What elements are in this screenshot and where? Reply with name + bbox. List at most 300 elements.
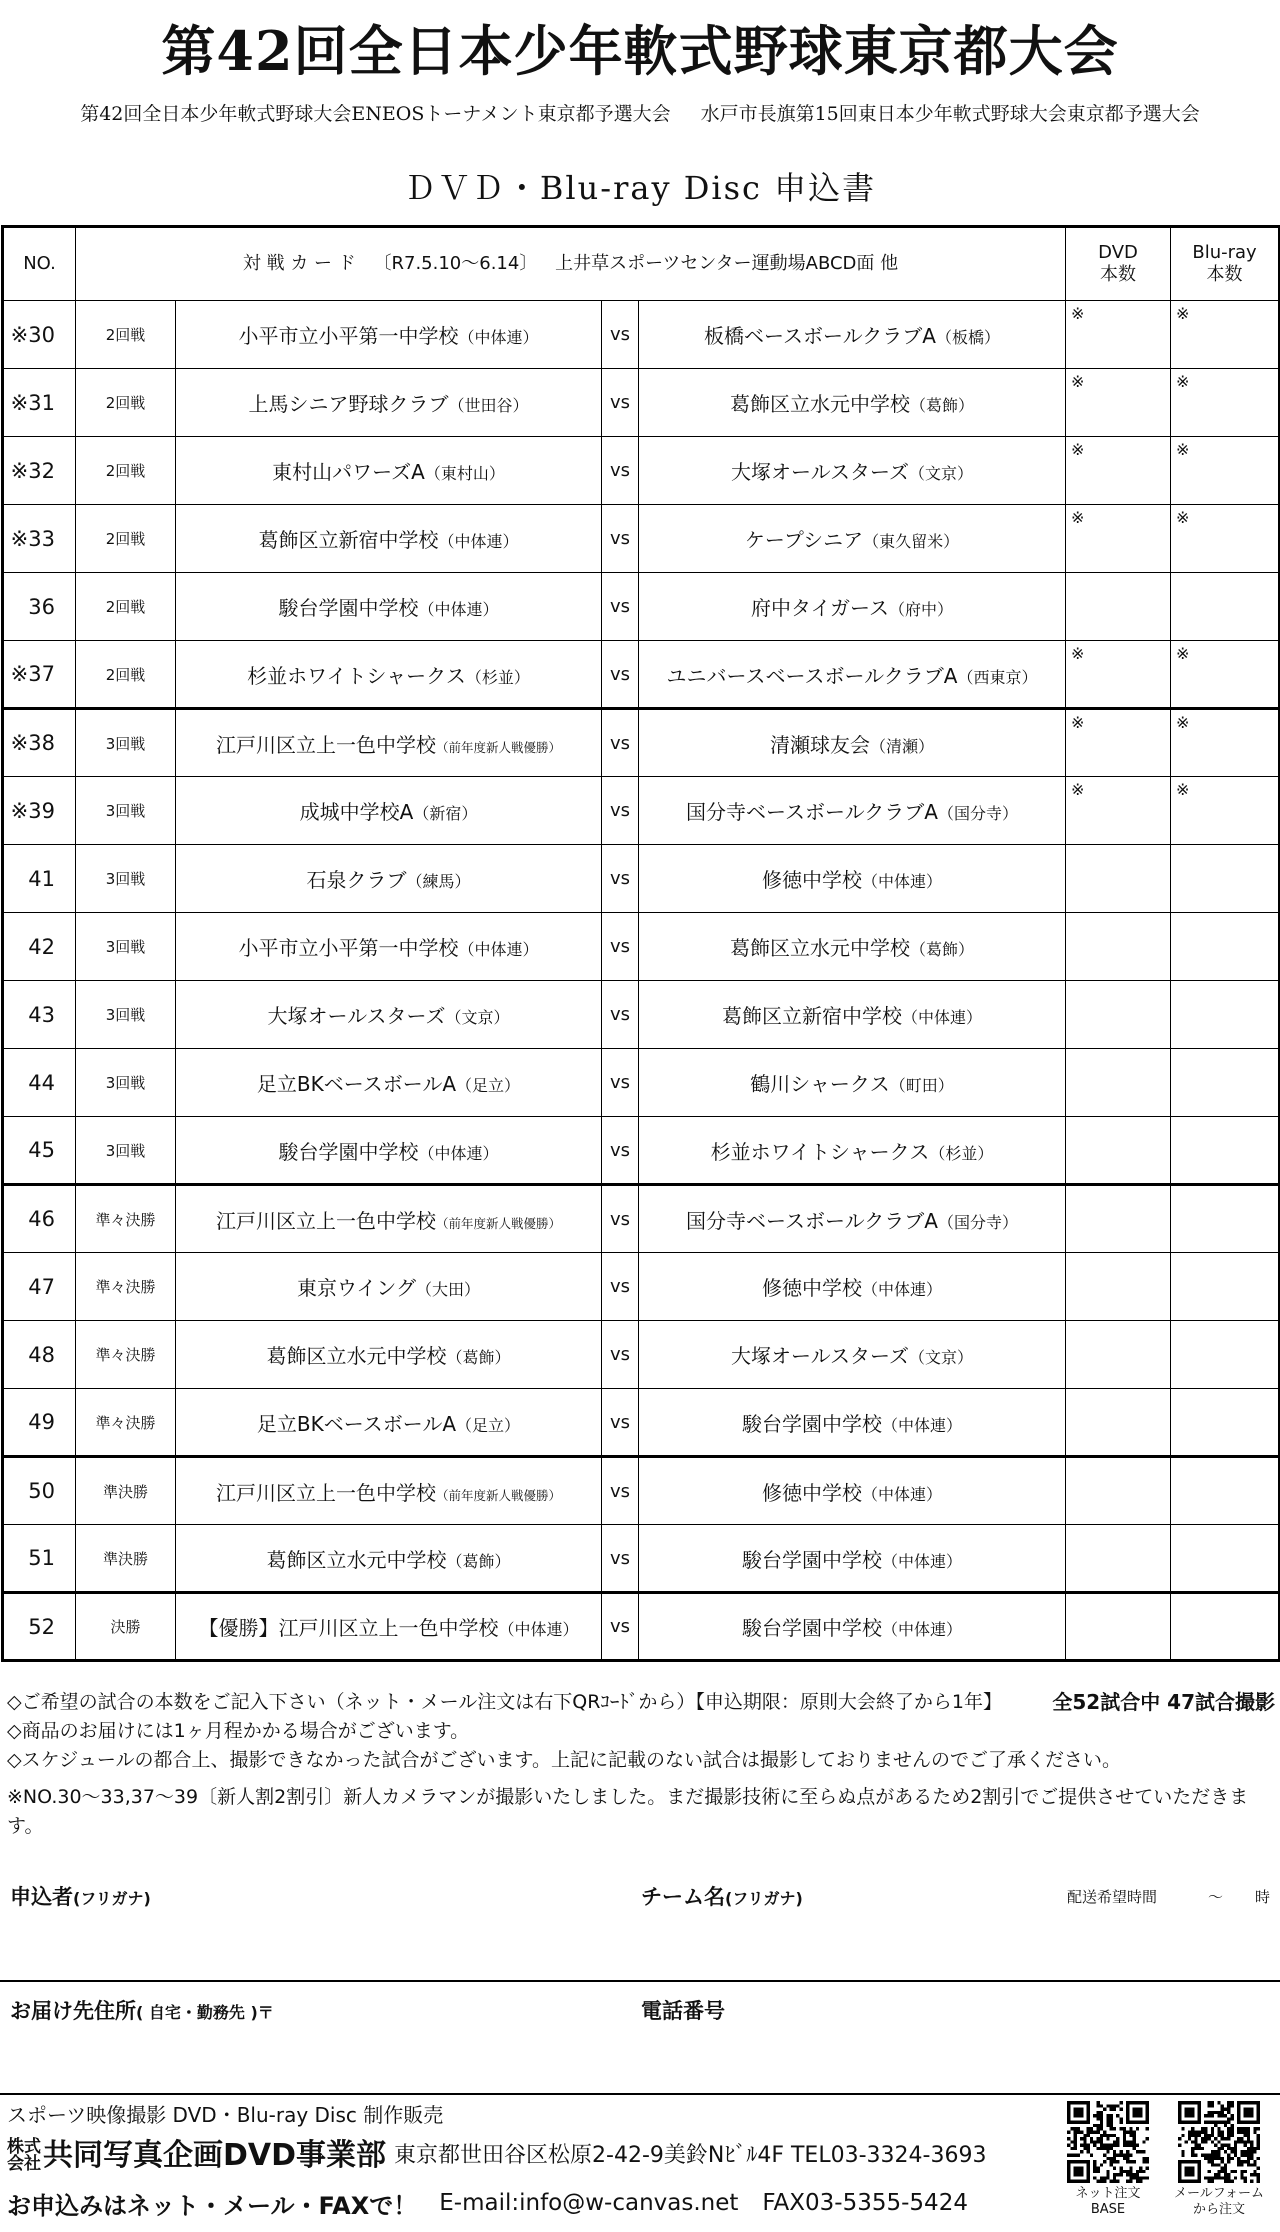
match-round: 準決勝 (76, 1525, 176, 1593)
match-number: 46 (3, 1185, 76, 1253)
match-rows (3, 301, 1280, 1661)
corp-prefix-line1: 株式 (7, 2137, 41, 2157)
match-round: 3回戦 (76, 709, 176, 777)
match-number: 51 (3, 1525, 76, 1593)
qr-order-online-label (1048, 2186, 1168, 2218)
team-a-cell (176, 641, 602, 709)
header-card-venue: 上井草スポーツセンター運動場ABCD面 他 (555, 253, 899, 274)
divider-line (0, 1980, 1280, 1982)
header-no: NO. (3, 227, 76, 301)
dvd-quantity-cell (1066, 1253, 1171, 1321)
vs-label: vs (602, 437, 639, 505)
team-b-name: 修徳中学校 (762, 1276, 862, 1300)
match-number: 48 (3, 1321, 76, 1389)
bluray-quantity-cell (1171, 1185, 1280, 1253)
team-a-cell (176, 913, 602, 981)
bluray-quantity-cell (1171, 573, 1280, 641)
team-b-cell (639, 981, 1066, 1049)
team-a-affiliation: （前年度新人戦優勝） (435, 1487, 561, 1503)
bluray-quantity-cell: ※ (1171, 777, 1280, 845)
team-a-name: 葛飾区立水元中学校 (266, 1344, 447, 1368)
team-field-label (641, 1883, 803, 1913)
delivery-time-unit: 時 (1255, 1888, 1271, 1906)
team-a-name: 足立BKベースボールA (256, 1411, 457, 1436)
bluray-quantity-cell: ※ (1171, 369, 1280, 437)
bluray-quantity-cell (1171, 1525, 1280, 1593)
match-round: 2回戦 (76, 641, 176, 709)
bluray-quantity-cell: ※ (1171, 505, 1280, 573)
vs-label: vs (602, 641, 639, 709)
team-a-cell (176, 981, 602, 1049)
team-b-name: 葛飾区立新宿中学校 (722, 1004, 902, 1028)
company-name: 共同写真企画DVD事業部 (43, 2138, 387, 2173)
vs-label: vs (602, 573, 639, 641)
header-card-label: 対 戦 カ ー ド (242, 253, 356, 274)
team-a-cell (176, 1457, 602, 1525)
match-round: 準決勝 (76, 1457, 176, 1525)
bluray-quantity-cell: ※ (1171, 709, 1280, 777)
dvd-quantity-cell: ※ (1066, 777, 1171, 845)
match-row (3, 1253, 1280, 1321)
order-call-to-action: お申込みはネット・メール・FAXで！ (7, 2191, 418, 2220)
vs-label: vs (602, 1117, 639, 1185)
match-number: 52 (3, 1593, 76, 1661)
qr-label-line1: ネット注文 (1075, 2186, 1141, 2201)
header-dvd-unit: 本数 (1100, 264, 1137, 285)
team-b-affiliation: （中体連） (902, 1008, 983, 1027)
address-row (0, 1997, 1280, 2025)
team-a-affiliation: （中体連） (458, 328, 539, 347)
team-b-affiliation: （清瀬） (870, 736, 935, 756)
qr-order-online (1048, 2101, 1168, 2218)
team-a-affiliation: （東村山） (424, 464, 505, 483)
team-a-affiliation: （前年度新人戦優勝） (435, 739, 561, 755)
header-card-period: 〔R7.5.10～6.14〕 (373, 253, 538, 274)
team-b-affiliation: （中体連） (882, 1620, 963, 1639)
team-a-cell (176, 1593, 602, 1661)
match-row (3, 1117, 1280, 1185)
team-b-cell (639, 369, 1066, 437)
match-round: 2回戦 (76, 505, 176, 573)
subtitle-mito-cup: 水戸市長旗第15回東日本少年軟式野球大会東京都予選大会 (700, 103, 1200, 125)
team-a-name: 駿台学園中学校 (278, 1139, 419, 1164)
dvd-quantity-cell: ※ (1066, 437, 1171, 505)
team-b-name: ユニバースベースボールクラブA (666, 663, 958, 688)
team-a-affiliation: （中体連） (418, 1143, 499, 1163)
team-b-name: 板橋ベースボールクラブA (704, 324, 936, 348)
team-b-affiliation: （中体連） (862, 1280, 943, 1299)
vs-label: vs (602, 1389, 639, 1457)
delivery-time-label: 配送希望時間 (1067, 1888, 1158, 1906)
team-b-name: 駿台学園中学校 (742, 1411, 882, 1436)
match-row (3, 369, 1280, 437)
footer-contact (7, 2187, 992, 2219)
match-row (3, 981, 1280, 1049)
team-b-cell (639, 709, 1066, 777)
team-b-name: 国分寺ベースボールクラブA (686, 1208, 938, 1233)
match-number: ※33 (3, 505, 76, 573)
team-a-affiliation: （足立） (456, 1076, 521, 1095)
vs-label: vs (602, 777, 639, 845)
team-b-cell (639, 913, 1066, 981)
vs-label: vs (602, 981, 639, 1049)
team-a-name: 葛飾区立新宿中学校 (258, 528, 439, 552)
match-row (3, 1185, 1280, 1253)
team-a-cell (176, 1389, 602, 1457)
match-row (3, 573, 1280, 641)
qr-mail-form (1159, 2101, 1279, 2218)
bluray-quantity-cell: ※ (1171, 437, 1280, 505)
dvd-quantity-cell: ※ (1066, 505, 1171, 573)
bluray-quantity-cell (1171, 981, 1280, 1049)
match-row (3, 777, 1280, 845)
match-round: 3回戦 (76, 913, 176, 981)
header-dvd-quantity (1066, 227, 1171, 301)
team-b-cell (639, 573, 1066, 641)
note-order-instructions-text: ◇ご希望の試合の本数をご記入下さい（ネット・メール注文は右下QRｺｰﾄﾞから）【申込期限：原則大会終了から1年】 (7, 1691, 1002, 1713)
dvd-quantity-cell (1066, 1593, 1171, 1661)
team-a-cell (176, 1117, 602, 1185)
team-a-affiliation: （中体連） (418, 600, 499, 619)
footer-tagline: スポーツ映像撮影 DVD・Blu-ray Disc 制作販売 (7, 2103, 444, 2127)
team-b-affiliation: （西東京） (957, 667, 1038, 687)
header-bluray-quantity (1171, 227, 1280, 301)
team-b-cell (639, 777, 1066, 845)
match-number: ※38 (3, 709, 76, 777)
bluray-quantity-cell: ※ (1171, 301, 1280, 369)
team-a-affiliation: （練馬） (406, 872, 471, 891)
header-bluray-label: Blu-ray (1192, 242, 1257, 263)
qr-label-line2: から注文 (1192, 2202, 1245, 2217)
team-b-name: 国分寺ベースボールクラブA (686, 800, 938, 824)
team-a-affiliation: （中体連） (438, 532, 519, 551)
team-a-name: 東村山パワーズA (272, 460, 425, 484)
dvd-quantity-cell (1066, 1321, 1171, 1389)
team-a-cell (176, 1253, 602, 1321)
team-b-cell (639, 1117, 1066, 1185)
bluray-quantity-cell (1171, 1253, 1280, 1321)
dvd-quantity-cell (1066, 1185, 1171, 1253)
team-label: チーム名 (641, 1885, 725, 1909)
team-b-affiliation: （府中） (889, 600, 954, 619)
team-b-cell (639, 437, 1066, 505)
team-b-affiliation: （国分寺） (937, 804, 1018, 823)
dvd-quantity-cell (1066, 845, 1171, 913)
dvd-quantity-cell (1066, 1525, 1171, 1593)
subtitle-eneos-tournament: 第42回全日本少年軟式野球大会ENEOSトーナメント東京都予選大会 (80, 103, 671, 125)
match-row (3, 1049, 1280, 1117)
team-a-name: 足立BKベースボールA (256, 1072, 457, 1096)
match-number: 50 (3, 1457, 76, 1525)
team-b-name: 修徳中学校 (762, 1480, 862, 1505)
dvd-quantity-cell (1066, 1117, 1171, 1185)
team-a-name: 江戸川区立上一色中学校 (215, 732, 436, 757)
team-b-affiliation: （国分寺） (937, 1212, 1018, 1232)
phone-field-label (641, 1997, 725, 2025)
vs-label: vs (602, 845, 639, 913)
bluray-quantity-cell (1171, 1389, 1280, 1457)
team-a-cell (176, 369, 602, 437)
team-a-name: 小平市立小平第一中学校 (238, 936, 459, 960)
form-title: ＤＶＤ・Blu-ray Disc 申込書 (403, 169, 877, 207)
match-row (3, 505, 1280, 573)
bluray-quantity-cell (1171, 1117, 1280, 1185)
match-round: 準々決勝 (76, 1389, 176, 1457)
team-a-affiliation: （世田谷） (448, 396, 529, 415)
address-label: お届け先住所 (10, 1999, 136, 2023)
team-b-cell (639, 1389, 1066, 1457)
team-a-cell (176, 1321, 602, 1389)
qr-mail-form-label (1159, 2186, 1279, 2218)
bluray-quantity-cell (1171, 1593, 1280, 1661)
address-hint: ( 自宅・勤務先 )〒 (136, 2003, 274, 2022)
page-subtitle (0, 102, 1280, 126)
team-a-cell (176, 777, 602, 845)
team-b-name: 鶴川シャークス (750, 1072, 890, 1096)
team-b-name: 杉並ホワイトシャークス (710, 1139, 930, 1164)
match-round: 2回戦 (76, 573, 176, 641)
dvd-quantity-cell (1066, 573, 1171, 641)
dvd-quantity-cell: ※ (1066, 369, 1171, 437)
team-a-affiliation: （葛飾） (446, 1551, 511, 1571)
match-number: ※32 (3, 437, 76, 505)
team-b-cell (639, 1321, 1066, 1389)
team-b-cell (639, 1525, 1066, 1593)
qr-code-icon (1178, 2101, 1260, 2183)
corp-prefix (7, 2139, 41, 2173)
bluray-quantity-cell (1171, 1457, 1280, 1525)
match-round: 準々決勝 (76, 1185, 176, 1253)
match-number: 36 (3, 573, 76, 641)
team-b-name: 大塚オールスターズ (731, 1344, 909, 1368)
match-round: 3回戦 (76, 1117, 176, 1185)
team-b-name: 葛飾区立水元中学校 (730, 392, 910, 416)
vs-label: vs (602, 913, 639, 981)
filmed-count-note: 全52試合中 47試合撮影 (1052, 1690, 1275, 1714)
team-b-cell (639, 1049, 1066, 1117)
dvd-quantity-cell: ※ (1066, 301, 1171, 369)
table-header-row (3, 227, 1280, 301)
match-row (3, 845, 1280, 913)
team-a-name: 石泉クラブ (306, 868, 407, 892)
match-row (3, 437, 1280, 505)
match-round: 2回戦 (76, 369, 176, 437)
contact-email: E-mail:info@w-canvas.net (439, 2190, 739, 2216)
team-a-name: 【優勝】江戸川区立上一色中学校 (198, 1616, 499, 1640)
match-number: 43 (3, 981, 76, 1049)
team-b-name: 府中タイガース (751, 596, 889, 620)
match-round: 2回戦 (76, 437, 176, 505)
note-discount: ※NO.30～33,37～39〔新人割2割引〕新人カメラマンが撮影いたしました。まだ撮影技術に至らぬ点があるため2割引でご提供させていただきます。 (7, 1786, 1249, 1837)
dvd-quantity-cell: ※ (1066, 709, 1171, 777)
team-b-cell (639, 1593, 1066, 1661)
team-a-cell (176, 1049, 602, 1117)
notes-section (7, 1688, 1275, 1841)
team-a-affiliation: （中体連） (458, 940, 539, 959)
bluray-quantity-cell (1171, 1321, 1280, 1389)
team-a-name: 東京ウイング (296, 1276, 416, 1300)
team-a-affiliation: （前年度新人戦優勝） (435, 1215, 561, 1231)
applicant-field-label (10, 1883, 151, 1913)
team-b-name: 葛飾区立水元中学校 (730, 936, 910, 960)
team-a-name: 上馬シニア野球クラブ (248, 392, 449, 416)
team-a-affiliation: （足立） (456, 1415, 521, 1435)
match-row (3, 1321, 1280, 1389)
applicant-label: 申込者 (10, 1885, 73, 1909)
team-b-cell (639, 505, 1066, 573)
team-b-affiliation: （板橋） (935, 328, 1000, 347)
team-b-affiliation: （中体連） (882, 1415, 963, 1435)
match-number: 45 (3, 1117, 76, 1185)
dvd-quantity-cell (1066, 1389, 1171, 1457)
qr-label-line2: BASE (1090, 2202, 1126, 2217)
team-a-name: 杉並ホワイトシャークス (247, 663, 466, 688)
team-b-name: 駿台学園中学校 (742, 1547, 882, 1572)
match-order-table (1, 225, 1280, 1662)
team-a-cell (176, 1525, 602, 1593)
match-row (3, 913, 1280, 981)
divider-line (0, 2093, 1280, 2095)
match-row (3, 301, 1280, 369)
team-a-cell (176, 573, 602, 641)
team-a-cell (176, 505, 602, 573)
team-b-cell (639, 1457, 1066, 1525)
team-b-affiliation: （中体連） (862, 1484, 943, 1504)
vs-label: vs (602, 1593, 639, 1661)
team-a-cell (176, 1185, 602, 1253)
bluray-quantity-cell (1171, 845, 1280, 913)
match-round: 決勝 (76, 1593, 176, 1661)
vs-label: vs (602, 1185, 639, 1253)
dvd-quantity-cell: ※ (1066, 641, 1171, 709)
team-a-name: 駿台学園中学校 (278, 596, 419, 620)
header-match-card (76, 227, 1066, 301)
team-a-name: 江戸川区立上一色中学校 (215, 1480, 436, 1505)
match-number: 49 (3, 1389, 76, 1457)
team-a-affiliation: （中体連） (498, 1620, 579, 1639)
contact-fax: FAX03-5355-5424 (762, 2190, 968, 2216)
team-b-affiliation: （杉並） (929, 1143, 994, 1163)
dvd-quantity-cell (1066, 981, 1171, 1049)
vs-label: vs (602, 1525, 639, 1593)
bluray-quantity-cell (1171, 913, 1280, 981)
address-field-label (10, 1997, 274, 2027)
footer-company (7, 2138, 986, 2174)
vs-label: vs (602, 369, 639, 437)
phone-label: 電話番号 (641, 1999, 725, 2023)
team-b-affiliation: （東久留米） (863, 532, 960, 551)
header-bluray-unit: 本数 (1206, 264, 1243, 285)
bluray-quantity-cell: ※ (1171, 641, 1280, 709)
delivery-time-separator: ～ (1208, 1888, 1224, 1906)
team-a-cell (176, 709, 602, 777)
team-b-affiliation: （文京） (909, 464, 974, 483)
match-row (3, 641, 1280, 709)
match-number: 47 (3, 1253, 76, 1321)
vs-label: vs (602, 1321, 639, 1389)
team-b-name: 清瀬球友会 (770, 732, 870, 757)
team-b-cell (639, 641, 1066, 709)
note-delivery-time: ◇商品のお届けには1ヶ月程かかる場合がございます。 (7, 1720, 470, 1742)
team-b-affiliation: （文京） (909, 1348, 974, 1367)
dvd-quantity-cell (1066, 1457, 1171, 1525)
team-b-cell (639, 301, 1066, 369)
team-b-affiliation: （中体連） (862, 872, 943, 891)
team-a-name: 江戸川区立上一色中学校 (215, 1208, 436, 1233)
team-b-affiliation: （葛飾） (910, 940, 975, 959)
vs-label: vs (602, 301, 639, 369)
corp-prefix-line2: 会社 (7, 2154, 41, 2174)
dvd-quantity-cell (1066, 1049, 1171, 1117)
match-number: ※39 (3, 777, 76, 845)
team-b-cell (639, 1185, 1066, 1253)
team-b-name: 修徳中学校 (762, 868, 862, 892)
match-number: 41 (3, 845, 76, 913)
team-a-name: 小平市立小平第一中学校 (238, 324, 459, 348)
vs-label: vs (602, 709, 639, 777)
company-address-tel: 東京都世田谷区松原2-42-9美鈴Nﾋﾞﾙ4F TEL03-3324-3693 (394, 2143, 987, 2168)
bluray-quantity-cell (1171, 1049, 1280, 1117)
dvd-quantity-cell (1066, 913, 1171, 981)
header-dvd-label: DVD (1098, 242, 1138, 263)
match-round: 準々決勝 (76, 1321, 176, 1389)
team-a-affiliation: （文京） (445, 1008, 510, 1027)
note-schedule: ◇スケジュールの都合上、撮影できなかった試合がございます。上記に記載のない試合は撮影しておりませんのでご了承ください。 (7, 1749, 1121, 1771)
team-b-cell (639, 1253, 1066, 1321)
page-title: 第42回全日本少年軟式野球東京都大会 (161, 19, 1119, 83)
vs-label: vs (602, 1253, 639, 1321)
team-a-cell (176, 437, 602, 505)
team-a-name: 成城中学校A (299, 800, 414, 824)
match-number: ※37 (3, 641, 76, 709)
match-row (3, 1525, 1280, 1593)
match-row (3, 1593, 1280, 1661)
team-b-affiliation: （町田） (889, 1076, 954, 1095)
match-round: 2回戦 (76, 301, 176, 369)
team-a-affiliation: （大田） (415, 1280, 480, 1299)
applicant-hint: (フリガナ) (73, 1889, 151, 1908)
qr-label-line1: メールフォーム (1173, 2186, 1265, 2201)
applicant-row (0, 1883, 1280, 1911)
match-number: ※31 (3, 369, 76, 437)
match-row (3, 1457, 1280, 1525)
match-round: 3回戦 (76, 1049, 176, 1117)
team-b-name: 駿台学園中学校 (742, 1616, 882, 1640)
match-round: 3回戦 (76, 777, 176, 845)
vs-label: vs (602, 505, 639, 573)
match-row (3, 709, 1280, 777)
vs-label: vs (602, 1457, 639, 1525)
team-a-name: 葛飾区立水元中学校 (266, 1547, 447, 1572)
match-number: 42 (3, 913, 76, 981)
team-a-affiliation: （杉並） (465, 667, 530, 687)
match-round: 3回戦 (76, 981, 176, 1049)
match-number: 44 (3, 1049, 76, 1117)
team-b-name: 大塚オールスターズ (731, 460, 909, 484)
qr-code-icon (1067, 2101, 1149, 2183)
match-row (3, 1389, 1280, 1457)
team-b-name: ケープシニア (744, 528, 864, 552)
team-hint: (フリガナ) (725, 1889, 803, 1908)
vs-label: vs (602, 1049, 639, 1117)
match-round: 準々決勝 (76, 1253, 176, 1321)
team-b-cell (639, 845, 1066, 913)
team-a-name: 大塚オールスターズ (267, 1004, 446, 1028)
team-a-affiliation: （葛飾） (446, 1348, 511, 1367)
note-order-instructions (7, 1688, 1275, 1717)
match-round: 3回戦 (76, 845, 176, 913)
team-a-cell (176, 845, 602, 913)
